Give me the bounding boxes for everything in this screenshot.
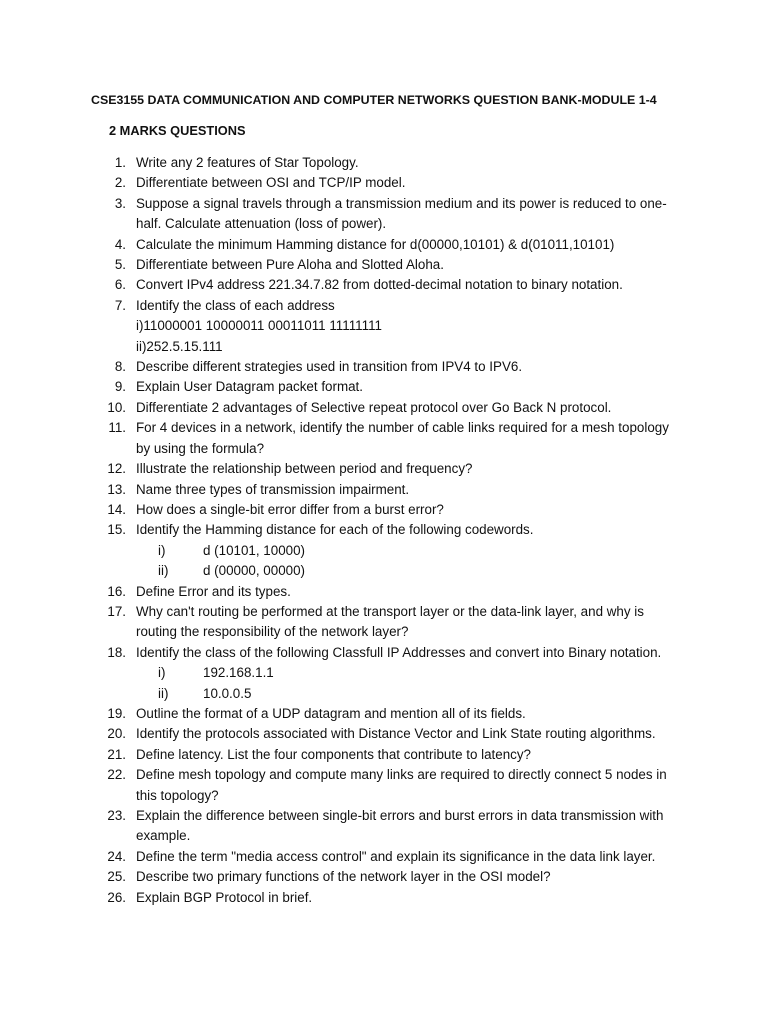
question-text: Identify the class of each address bbox=[136, 297, 335, 313]
question-item bbox=[0, 377, 768, 397]
sub-question bbox=[0, 561, 768, 581]
question-item bbox=[0, 153, 768, 173]
question-text: Name three types of transmission impairment. bbox=[136, 481, 410, 497]
question-text: Explain BGP Protocol in brief. bbox=[136, 889, 313, 905]
sub-question-value: 10.0.0.5 bbox=[203, 685, 252, 701]
question-item bbox=[0, 500, 768, 520]
question-item bbox=[0, 173, 768, 193]
sub-question-value: 192.168.1.1 bbox=[203, 665, 274, 681]
question-text: Differentiate 2 advantages of Selective repeat protocol over Go Back N protocol. bbox=[136, 399, 612, 415]
question-text: Define latency. List the four components that contribute to latency? bbox=[136, 746, 532, 762]
question-number: 16. bbox=[107, 583, 126, 599]
question-item bbox=[0, 255, 768, 275]
sub-question-value: d (10101, 10000) bbox=[203, 542, 305, 558]
question-text: For 4 devices in a network, identify the number of cable links required for a mesh topology by using the formula? bbox=[136, 420, 669, 456]
question-text: Identify the Hamming distance for each of the following codewords. bbox=[136, 522, 534, 538]
section-heading: 2 MARKS QUESTIONS bbox=[109, 123, 246, 138]
question-item bbox=[0, 888, 768, 908]
question-text: How does a single-bit error differ from a burst error? bbox=[136, 501, 444, 517]
document-title: CSE3155 DATA COMMUNICATION AND COMPUTER NETWORKS QUESTION BANK-MODULE 1-4 bbox=[91, 93, 657, 107]
question-number: 7. bbox=[114, 297, 126, 313]
question-item bbox=[0, 724, 768, 744]
question-item bbox=[0, 806, 768, 847]
question-item bbox=[0, 847, 768, 867]
question-text: Calculate the minimum Hamming distance for d(00000,10101) & d(01011,10101) bbox=[136, 236, 615, 252]
question-item bbox=[0, 194, 768, 235]
question-number: 2. bbox=[114, 175, 126, 191]
question-number: 13. bbox=[107, 481, 126, 497]
question-number: 18. bbox=[107, 644, 126, 660]
question-text: Describe two primary functions of the network layer in the OSI model? bbox=[136, 869, 551, 885]
question-number: 14. bbox=[107, 501, 126, 517]
question-number: 17. bbox=[107, 603, 126, 619]
sub-question bbox=[0, 541, 768, 561]
question-item bbox=[0, 582, 768, 602]
sub-question-label: ii) bbox=[158, 563, 169, 579]
sub-question bbox=[0, 663, 768, 683]
question-number: 19. bbox=[107, 705, 126, 721]
question-number: 6. bbox=[114, 277, 126, 293]
question-number: 20. bbox=[107, 726, 126, 742]
question-item bbox=[0, 296, 768, 357]
question-text: Convert IPv4 address 221.34.7.82 from dotted-decimal notation to binary notation. bbox=[136, 277, 623, 293]
question-number: 8. bbox=[114, 359, 126, 375]
question-number: 1. bbox=[114, 155, 126, 170]
question-item bbox=[0, 275, 768, 295]
question-text: Suppose a signal travels through a transmission medium and its power is reduced to one-half. Calculate attenuation (loss of power). bbox=[136, 195, 667, 232]
sub-question bbox=[0, 684, 768, 704]
question-item bbox=[0, 418, 768, 459]
question-number: 22. bbox=[107, 767, 126, 783]
question-number: 23. bbox=[107, 807, 126, 823]
question-text: Explain the difference between single-bit errors and burst errors in data transmission with example. bbox=[136, 807, 664, 844]
question-text: Differentiate between Pure Aloha and Slotted Aloha. bbox=[136, 257, 444, 273]
question-number: 10. bbox=[107, 399, 126, 415]
question-text: Differentiate between OSI and TCP/IP model. bbox=[136, 175, 406, 191]
question-item bbox=[0, 357, 768, 377]
question-text: Outline the format of a UDP datagram and mention all of its fields. bbox=[136, 705, 526, 721]
question-item bbox=[0, 459, 768, 479]
question-text: Why can't routing be performed at the transport layer or the data-link layer, and why is routing the responsibility of the network layer? bbox=[136, 603, 644, 640]
question-number: 24. bbox=[107, 848, 126, 864]
question-item bbox=[0, 480, 768, 500]
question-subline: i)11000001 10000011 00011011 11111111 bbox=[136, 318, 382, 334]
question-item bbox=[0, 643, 768, 704]
question-number: 15. bbox=[107, 522, 126, 538]
question-number: 4. bbox=[114, 236, 126, 252]
sub-question-value: d (00000, 00000) bbox=[203, 563, 305, 579]
question-item bbox=[0, 398, 768, 418]
question-item bbox=[0, 235, 768, 255]
question-text: Describe different strategies used in transition from IPV4 to IPV6. bbox=[136, 359, 523, 375]
question-number: 9. bbox=[114, 379, 126, 395]
question-number: 5. bbox=[114, 257, 126, 273]
question-item bbox=[0, 602, 768, 643]
sub-question-label: i) bbox=[158, 542, 166, 558]
question-item bbox=[0, 704, 768, 724]
question-text: Identify the class of the following Classfull IP Addresses and convert into Binary notation. bbox=[136, 644, 662, 660]
question-number: 11. bbox=[108, 420, 126, 436]
question-number: 25. bbox=[107, 869, 126, 885]
question-text: Define the term "media access control" and explain its significance in the data link layer. bbox=[136, 848, 656, 864]
question-text: Illustrate the relationship between period and frequency? bbox=[136, 461, 473, 477]
question-text: Identify the protocols associated with Distance Vector and Link State routing algorithms. bbox=[136, 726, 656, 742]
sub-question-label: i) bbox=[158, 665, 166, 681]
question-list bbox=[0, 153, 768, 908]
question-text: Define mesh topology and compute many links are required to directly connect 5 nodes in this topology? bbox=[136, 767, 667, 803]
question-text: Define Error and its types. bbox=[136, 583, 291, 599]
question-text: Explain User Datagram packet format. bbox=[136, 379, 363, 395]
question-item bbox=[0, 520, 768, 581]
question-item bbox=[0, 745, 768, 765]
question-number: 12. bbox=[107, 461, 126, 477]
question-number: 26. bbox=[107, 889, 126, 905]
sub-question-label: ii) bbox=[158, 685, 169, 701]
question-subline: ii)252.5.15.111 bbox=[136, 338, 223, 354]
question-number: 21. bbox=[107, 746, 126, 762]
question-item bbox=[0, 867, 768, 887]
question-text: Write any 2 features of Star Topology. bbox=[136, 155, 359, 170]
question-item bbox=[0, 765, 768, 806]
question-number: 3. bbox=[114, 195, 126, 211]
